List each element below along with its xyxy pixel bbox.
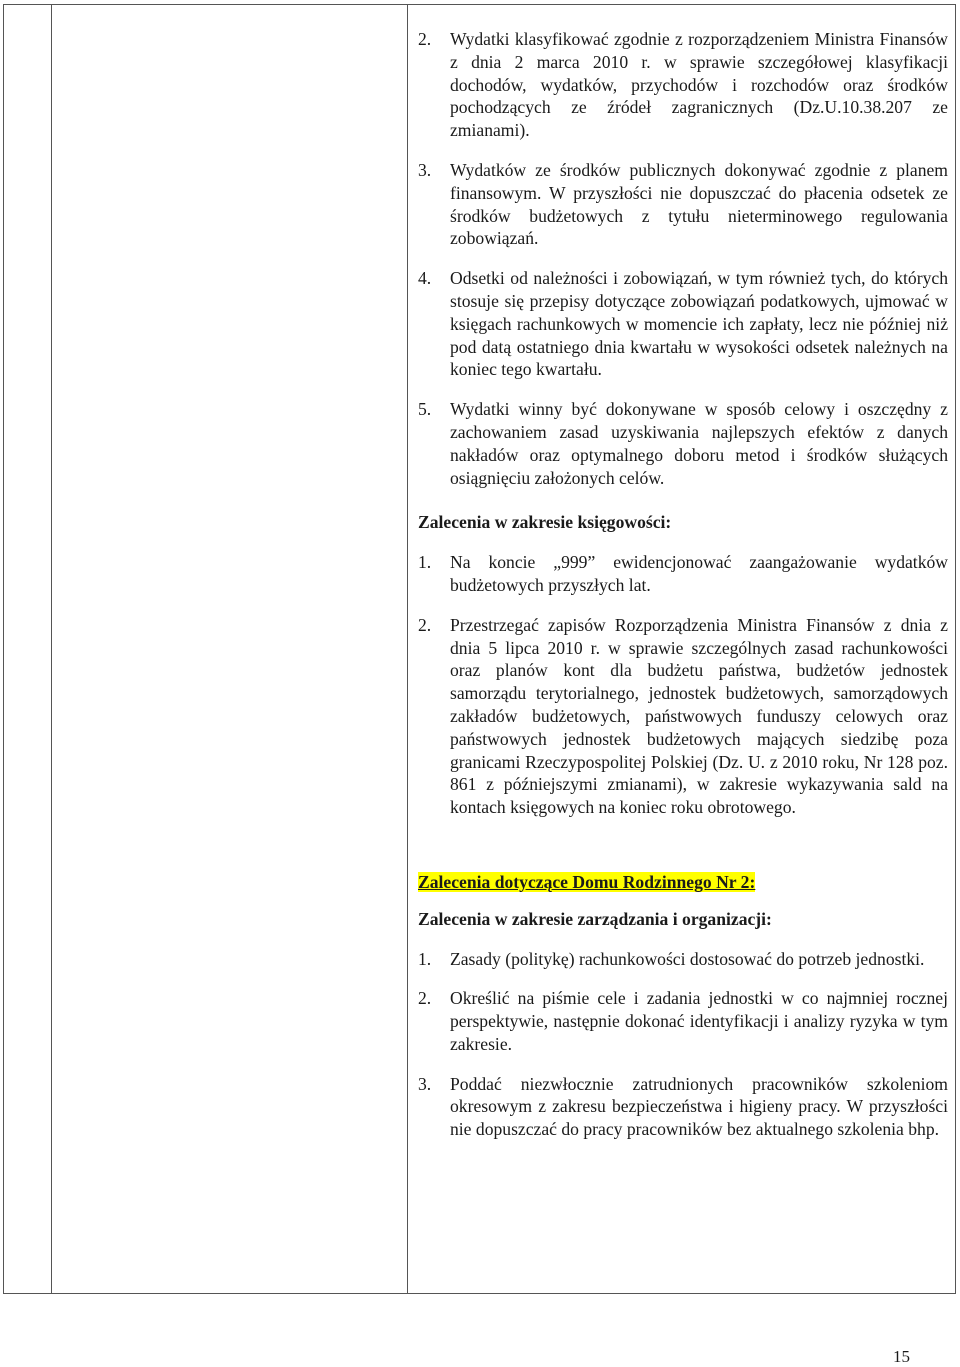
list-item: 2. Określić na piśmie cele i zadania jednostki w co najmniej rocznej perspektywie, następnie dokonać identyfikacji i analizy ryzyka w tym zakresie. <box>418 988 948 1054</box>
list-item: 5. Wydatki winny być dokonywane w sposób celowy i oszczędny z zachowaniem zasad uzyskiwania najlepszych efektów z danych nakładów oraz optymalnego doboru metod i środków służących osiągnięciu założonych celów. <box>418 399 948 488</box>
list-item: 2. Wydatki klasyfikować zgodnie z rozporządzeniem Ministra Finansów z dnia 2 marca 2010 r. w sprawie szczegółowej klasyfikacji dochodów, wydatków, przychodów i rozchodów oraz środków pochodzących ze źródeł zagranicznych (Dz.U.10.38.207 ze zmianami). <box>418 29 948 141</box>
table-column-divider <box>407 5 408 1293</box>
list-item: 4. Odsetki od należności i zobowiązań, w tym również tych, do których stosuje się przepisy dotyczące zobowiązań podatkowych, ujmować w księgach rachunkowych w momencie ich zapłaty, lecz nie później niż pod datą ostatniego dnia kwartału w wysokości odsetek należnych na koniec tego kwartału. <box>418 268 948 380</box>
section-heading-accounting: Zalecenia w zakresie księgowości: <box>418 512 672 533</box>
list-item: 2. Przestrzegać zapisów Rozporządzenia Ministra Finansów z dnia z dnia 5 lipca 2010 r. w sprawie szczególnych zasad rachunkowości oraz planów kont dla budżetu państwa, budżetów jednostek samorządu terytorialnego, jednostek budżetowych, samorządowych zakładów budżetowych, państwowych funduszy celowych oraz państwowych jednostek budżetowych mających siedzibę poza granicami Rzeczypospolitej Polskiej (Dz. U. z 2010 roku, Nr 128 poz. 861 z późniejszymi zmianami), w zakresie wykazywania sald na kontach księgowych na koniec roku obrotowego. <box>418 614 948 818</box>
list-item: 1. Zasady (politykę) rachunkowości dostosować do potrzeb jednostki. <box>418 948 925 969</box>
section-heading-home: Zalecenia dotyczące Domu Rodzinnego Nr 2: <box>418 871 756 892</box>
recommendations-content <box>418 28 948 1141</box>
list-item: 3. Wydatków ze środków publicznych dokonywać zgodnie z planem finansowym. W przyszłości nie dopuszczać do płacenia odsetek ze środków budżetowych z tytułu nieterminowego regulowania zobowiązań. <box>418 159 948 249</box>
page-number: 15 <box>893 1347 910 1366</box>
list-item: 1. Na koncie „999” ewidencjonować zaangażowanie wydatków budżetowych przyszłych lat. <box>418 552 948 595</box>
table-column-divider <box>51 5 52 1293</box>
list-item: 3. Poddać niezwłocznie zatrudnionych pracowników szkoleniom okresowym z zakresu bezpieczeństwa i higieny pracy. W przyszłości nie dopuszczać do pracy pracowników bez aktualnego szkolenia bhp. <box>418 1073 948 1140</box>
section-heading-management: Zalecenia w zakresie zarządzania i organizacji: <box>418 908 772 929</box>
